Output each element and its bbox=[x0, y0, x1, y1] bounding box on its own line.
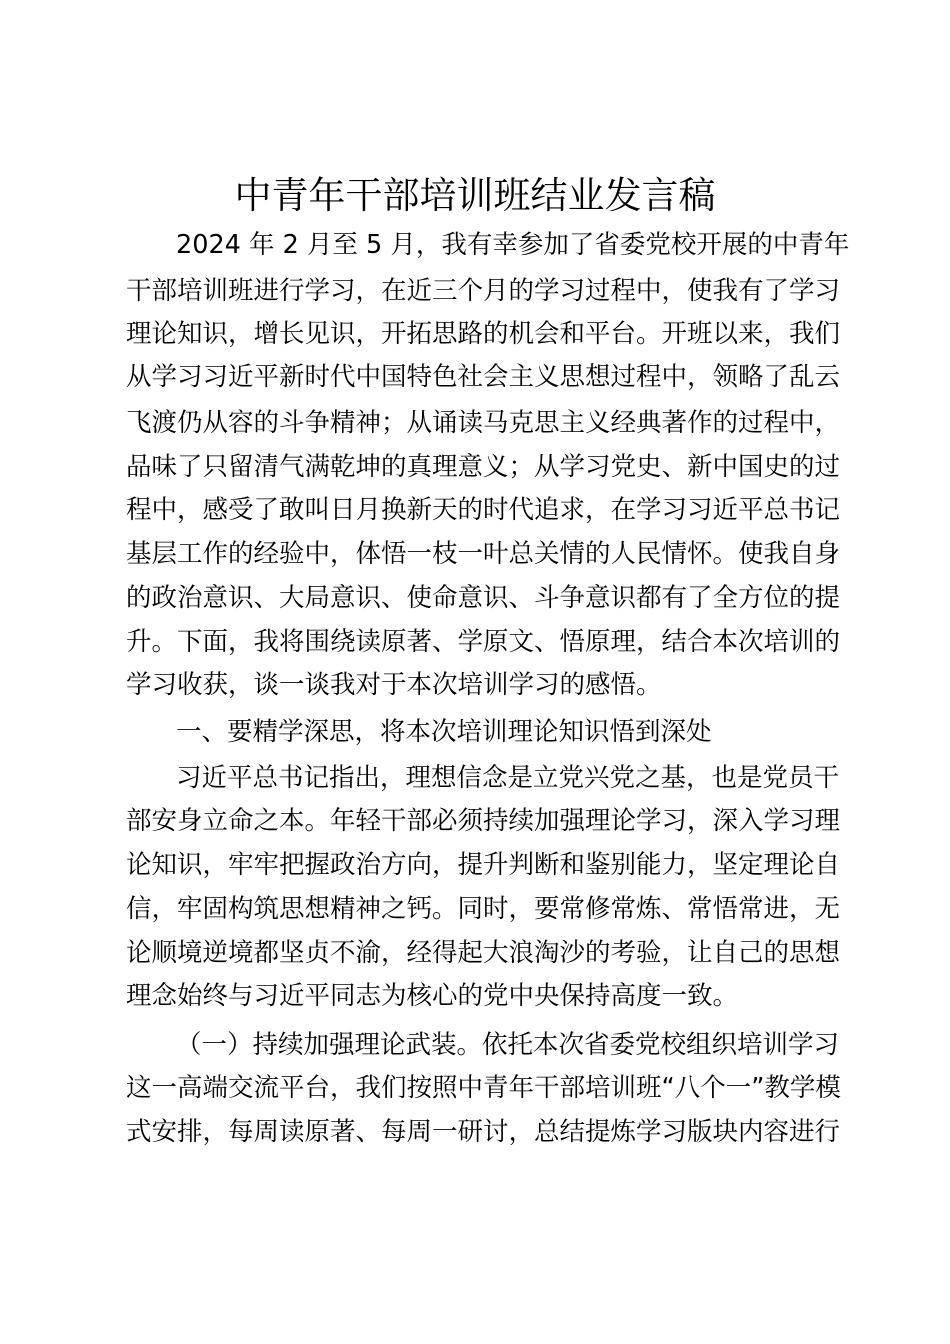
paragraph-line: 理念始终与习近平同志为核心的党中央保持高度一致。 bbox=[126, 981, 739, 1011]
paragraph-line: 这一高端交流平台，我们按照中青年干部培训班“八个一”教学模 bbox=[126, 1073, 841, 1103]
paragraph-line: 品味了只留清气满乾坤的真理意义；从学习党史、新中国史的过 bbox=[126, 452, 841, 482]
paragraph-line: 干部培训班进行学习，在近三个月的学习过程中，使我有了学习 bbox=[126, 276, 841, 306]
paragraph-line: 论知识，牢牢把握政治方向，提升判断和鉴别能力，坚定理论自 bbox=[126, 850, 841, 880]
paragraph-line: 理论知识，增长见识，开拓思路的机会和平台。开班以来，我们 bbox=[126, 319, 841, 349]
paragraph-line: 信，牢固构筑思想精神之钙。同时，要常修常炼、常悟常进，无 bbox=[126, 894, 841, 924]
paragraph-line: 飞渡仍从容的斗争精神；从诵读马克思主义经典著作的过程中， bbox=[126, 408, 841, 438]
paragraph-line: 习近平总书记指出，理想信念是立党兴党之基，也是党员干 bbox=[176, 763, 840, 793]
paragraph-line: 基层工作的经验中，体悟一枝一叶总关情的人民情怀。使我自身 bbox=[126, 539, 841, 569]
paragraph-line: 程中，感受了敢叫日月换新天的时代追求，在学习习近平总书记 bbox=[126, 495, 841, 525]
section-heading: 一、要精学深思，将本次培训理论知识悟到深处 bbox=[176, 717, 712, 747]
paragraph-line: 论顺境逆境都坚贞不渝，经得起大浪淘沙的考验，让自己的思想 bbox=[126, 938, 841, 968]
paragraph-line: 升。下面，我将围绕读原著、学原文、悟原理，结合本次培训的 bbox=[126, 627, 841, 657]
paragraph-line: 从学习习近平新时代中国特色社会主义思想过程中，领略了乱云 bbox=[126, 362, 841, 392]
paragraph-line: 式安排，每周读原著、每周一研讨，总结提炼学习版块内容进行 bbox=[126, 1117, 841, 1147]
paragraph-line: 的政治意识、大局意识、使命意识、斗争意识都有了全方位的提 bbox=[126, 583, 841, 613]
paragraph-line: 部安身立命之本。年轻干部必须持续加强理论学习，深入学习理 bbox=[126, 806, 841, 836]
paragraph-line: 学习收获，谈一谈我对于本次培训学习的感悟。 bbox=[126, 670, 662, 700]
paragraph-line: （一）持续加强理论武装。依托本次省委党校组织培训学习 bbox=[176, 1030, 840, 1060]
paragraph-line: 2024 年 2 月至 5 月，我有幸参加了省委党校开展的中青年 bbox=[176, 230, 850, 260]
document-title: 中青年干部培训班结业发言稿 bbox=[234, 174, 716, 217]
